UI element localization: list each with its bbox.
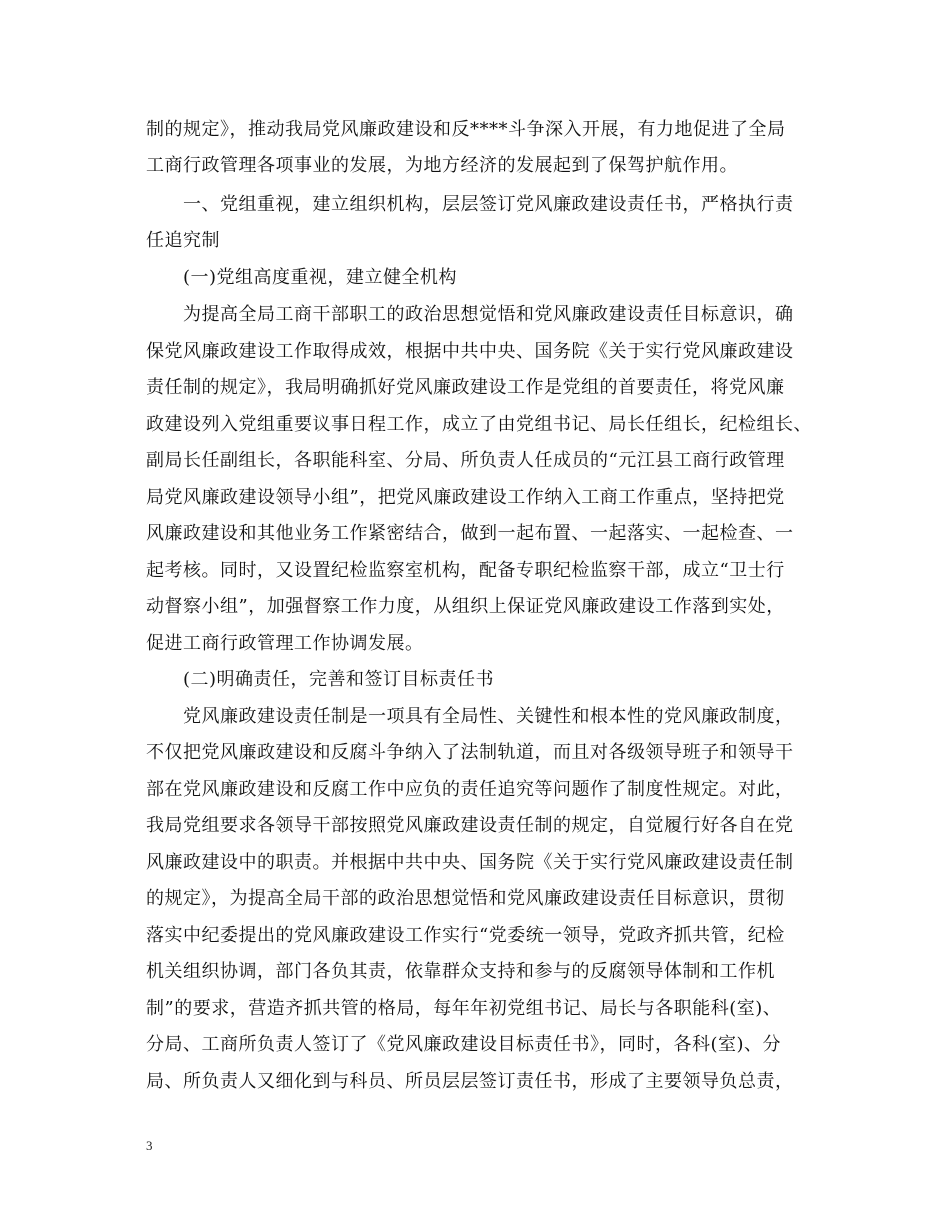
text-line: 工商行政管理各项事业的发展，为地方经济的发展起到了保驾护航作用。 (146, 155, 738, 176)
text-line: 机关组织协调，部门各负其责，依靠群众支持和参与的反腐领导体制和工作机 (146, 961, 775, 982)
text-line: 不仅把党风廉政建设和反腐斗争纳入了法制轨道，而且对各级领导班子和领导干 (146, 742, 794, 763)
text-line: 风廉政建设中的职责。并根据中共中央、国务院《关于实行党风廉政建设责任制 (146, 852, 794, 873)
text-line: 为提高全局工商干部职工的政治思想觉悟和党风廉政建设责任目标意识，确 (183, 304, 794, 325)
text-line: 动督察小组”，加强督察工作力度，从组织上保证党风廉政建设工作落到实处， (146, 596, 785, 617)
text-line: 责任制的规定》，我局明确抓好党风廉政建设工作是党组的首要责任，将党风廉 (146, 377, 785, 398)
text-line: 起考核。同时，又设置纪检监察室机构，配备专职纪检监察干部，成立“卫士行 (146, 560, 785, 581)
text-line: 党风廉政建设责任制是一项具有全局性、关键性和根本性的党风廉政制度， (183, 706, 794, 727)
text-line: 促进工商行政管理工作协调发展。 (146, 633, 424, 654)
text-line: 局、所负责人又细化到与科员、所员层层签订责任书，形成了主要领导负总责， (146, 1071, 794, 1092)
text-line: 副局长任副组长，各职能科室、分局、所负责人任成员的“元江县工商行政管理 (146, 450, 785, 471)
section-heading: 一、党组重视，建立组织机构，层层签订党风廉政建设责任书，严格执行责 (183, 194, 794, 215)
text-line: 我局党组要求各领导干部按照党风廉政建设责任制的规定，自觉履行好各自在党 (146, 815, 794, 836)
text-line: 保党风廉政建设工作取得成效，根据中共中央、国务院《关于实行党风廉政建设 (146, 341, 794, 362)
text-line: 制”的要求，营造齐抓共管的格局，每年年初党组书记、局长与各职能科(室)、 (146, 998, 782, 1019)
text-line: 风廉政建设和其他业务工作紧密结合，做到一起布置、一起落实、一起检查、一 (146, 523, 794, 544)
section-heading: 任追究制 (146, 230, 220, 251)
subsection-heading: (一)党组高度重视，建立健全机构 (183, 267, 458, 288)
subsection-heading: (二)明确责任，完善和签订目标责任书 (183, 669, 495, 690)
text-line: 部在党风廉政建设和反腐工作中应负的责任追究等问题作了制度性规定。对此， (146, 779, 794, 800)
text-line: 落实中纪委提出的党风廉政建设工作实行“党委统一领导，党政齐抓共管，纪检 (146, 925, 785, 946)
text-line: 局党风廉政建设领导小组”，把党风廉政建设工作纳入工商工作重点，坚持把党 (146, 487, 785, 508)
text-line: 政建设列入党组重要议事日程工作，成立了由党组书记、局长任组长，纪检组长、 (146, 414, 812, 435)
text-line: 制的规定》，推动我局党风廉政建设和反****斗争深入开展，有力地促进了全局 (146, 119, 786, 140)
text-line: 的规定》，为提高全局干部的政治思想觉悟和党风廉政建设责任目标意识，贯彻 (146, 888, 785, 909)
text-line: 分局、工商所负责人签订了《党风廉政建设目标责任书》，同时，各科(室)、分 (146, 1034, 782, 1055)
page-number: 3 (146, 1138, 153, 1153)
